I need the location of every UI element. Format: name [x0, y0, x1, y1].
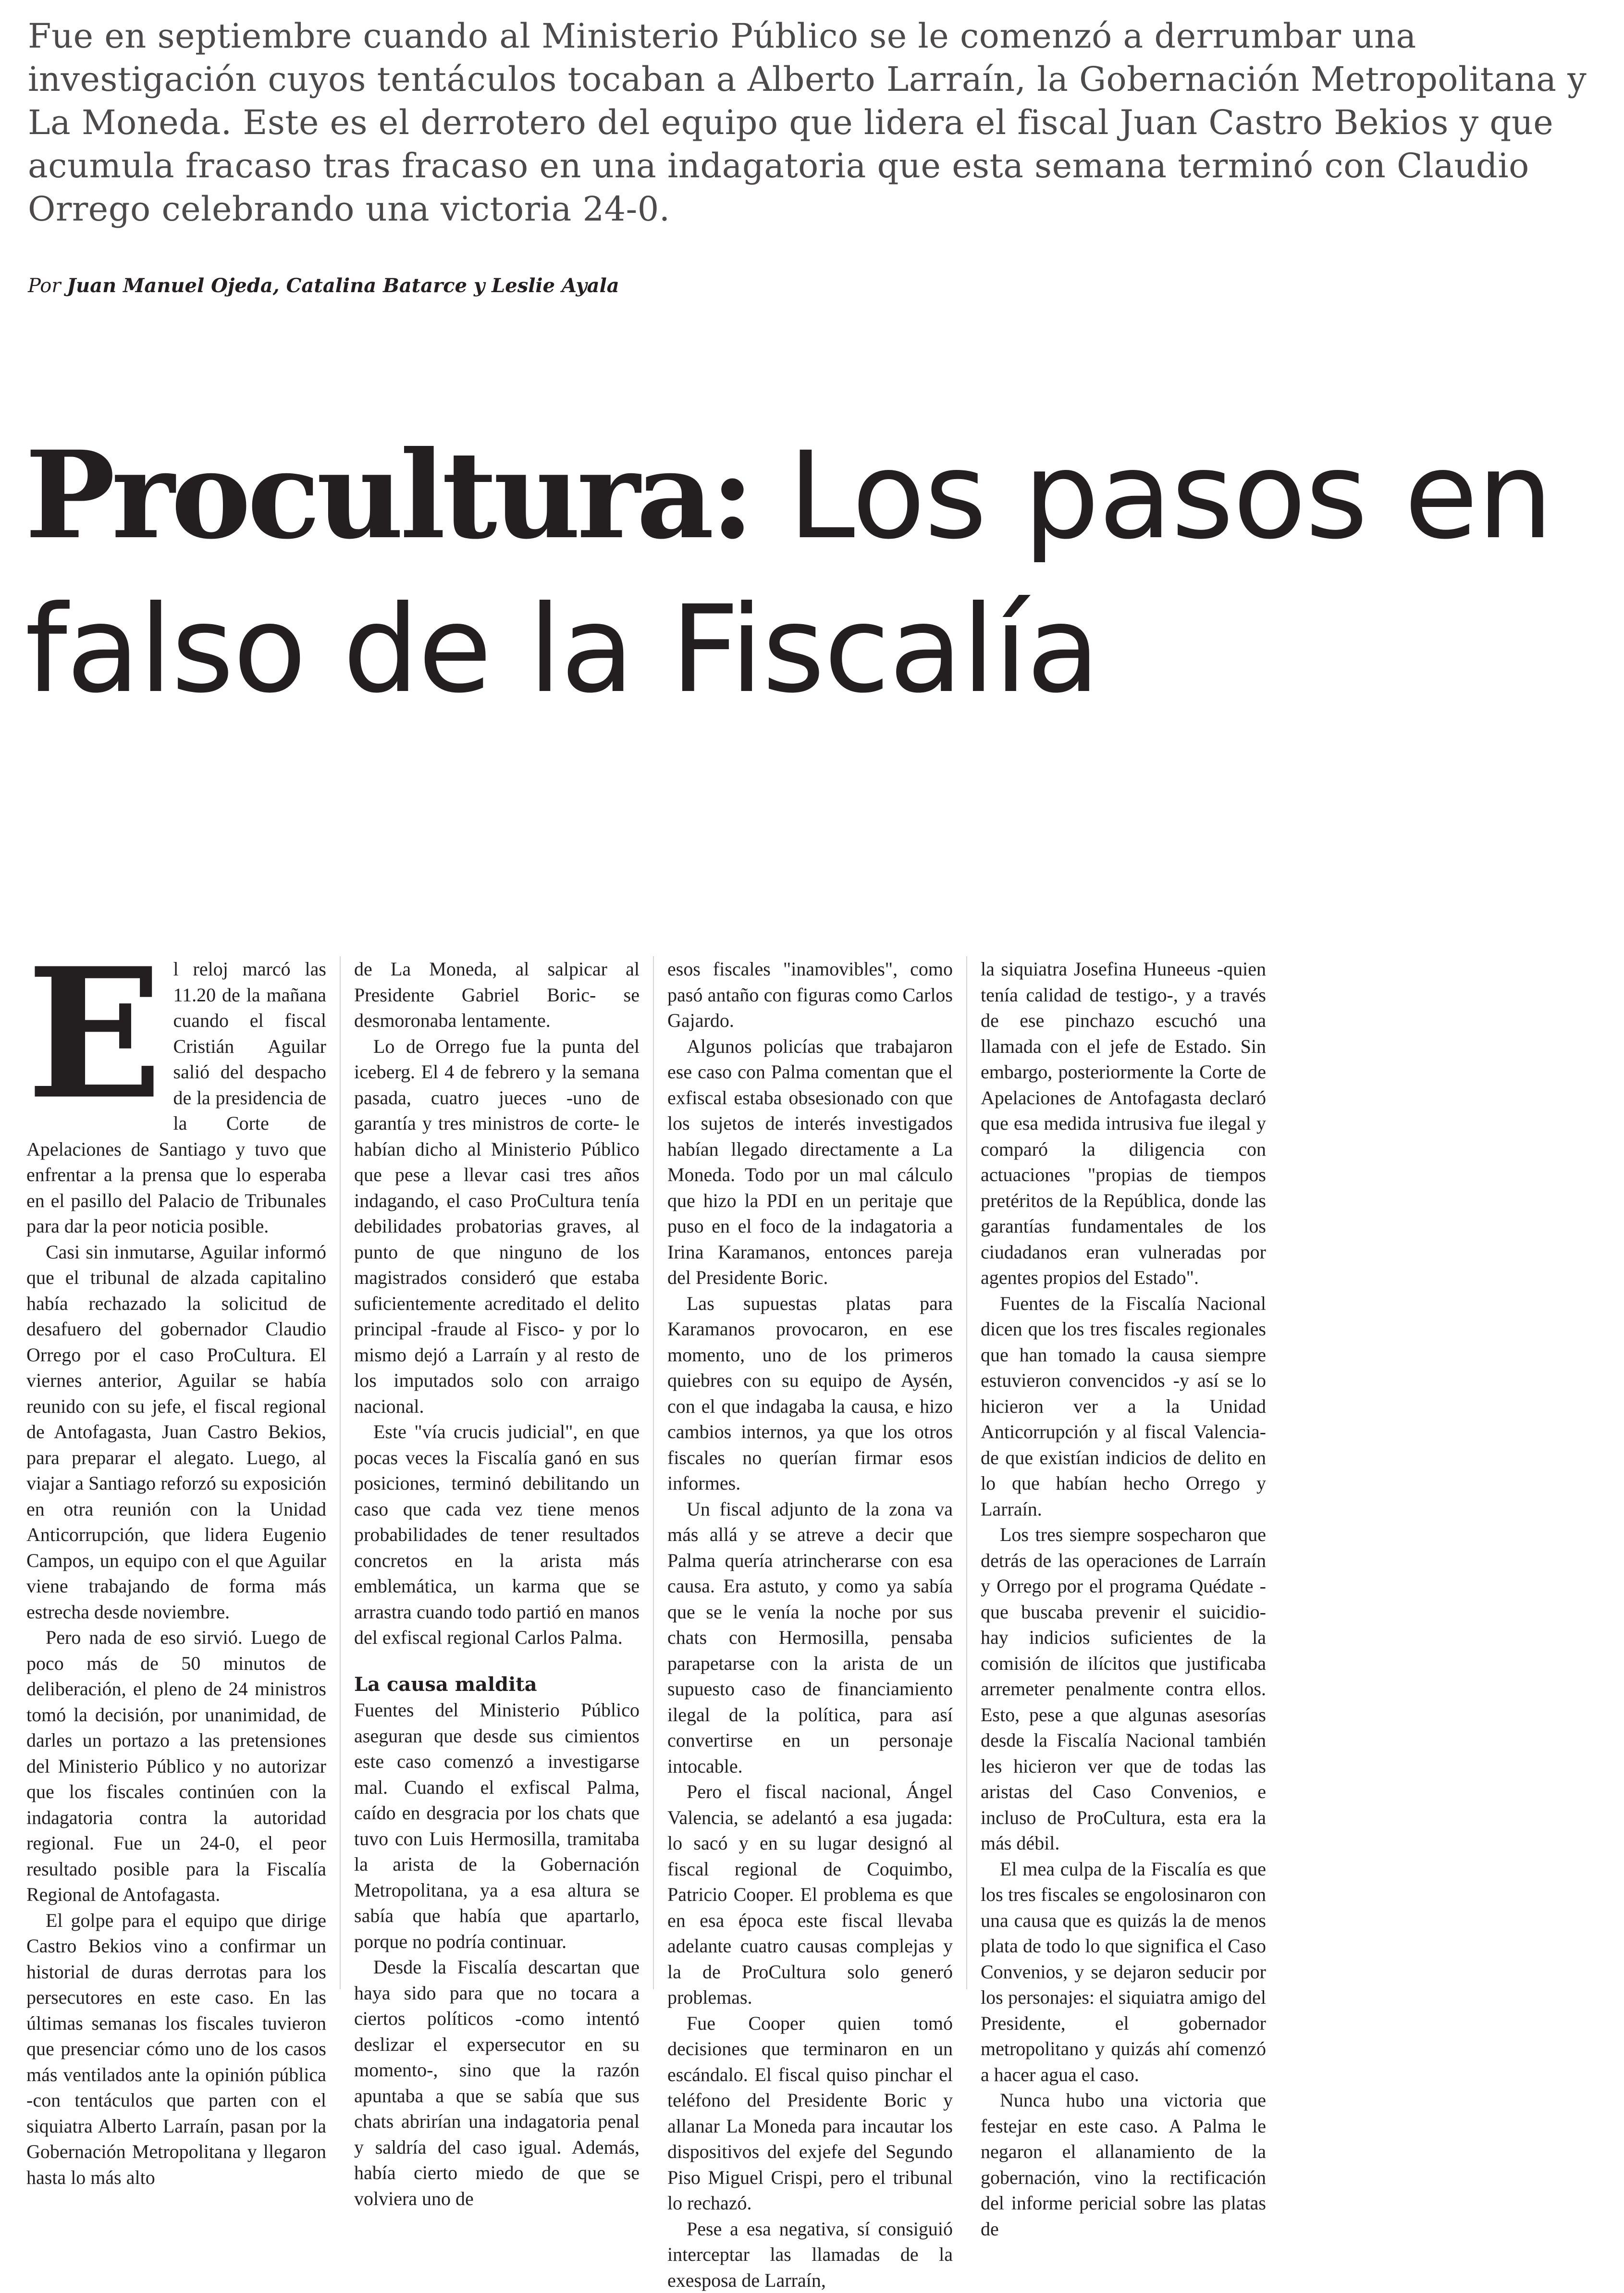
paragraph: Los tres siempre sospecharon que detrás de las operaciones de Larraín y Orrego por el programa Quédate -que buscaba prevenir el suicidio- hay indicios suficientes de la comisión de ilícitos que justificaba arremeter penalmente contra ellos. Esto, pese a que algunas asesorías desde la Fiscalía Nacional también les hicieron ver que de todas las aristas del Caso Convenios, e incluso de ProCultura, esta era la más débil. [981, 1522, 1266, 1856]
article-body [26, 956, 1593, 1989]
paragraph: Un fiscal adjunto de la zona va más allá y se atreve a decir que Palma quería atrincherarse con esa causa. Era astuto, y como ya sabía que se le venía la noche por sus chats con Hermosilla, pensaba parapetarse con la arista de un supuesto caso de financiamiento ilegal de la política, para así convertirse en un personaje intocable. [667, 1496, 953, 1779]
article-headline [25, 418, 1587, 727]
paragraph: Nunca hubo una victoria que festejar en este caso. A Palma le negaron el allanamiento de la gobernación, vino la rectificación del informe pericial sobre las platas de [981, 2087, 1266, 2242]
paragraph: Lo de Orrego fue la punta del iceberg. El 4 de febrero y la semana pasada, cuatro jueces -uno de garantía y tres ministros de corte- le habían dicho al Ministerio Público que pese a llevar casi tres años indagando, el caso ProCultura tenía debilidades probatorias graves, al punto de que ninguno de los magistrados consideró que estaba suficientemente acreditado el delito principal -fraude al Fisco- y por lo mismo dejó a Larraín y al resto de los imputados solo con arraigo nacional. [354, 1034, 640, 1419]
column-2 [340, 956, 653, 1989]
paragraph: Fue Cooper quien tomó decisiones que terminaron en un escándalo. El fiscal quiso pinchar el teléfono del Presidente Boric y allanar La Moneda para incautar los dispositivos del exjefe del Segundo Piso Miguel Crispi, pero el tribunal lo rechazó. [667, 2010, 953, 2216]
paragraph: esos fiscales "inamovibles", como pasó antaño con figuras como Carlos Gajardo. [667, 956, 953, 1034]
paragraph: Este "vía crucis judicial", en que pocas veces la Fiscalía ganó en sus posiciones, terminó debilitando un caso que cada vez tiene menos probabilidades de tener resultados concretos en la arista más emblemática, un karma que se arrastra cuando todo partió en manos del exfiscal regional Carlos Palma. [354, 1419, 640, 1651]
byline [28, 274, 619, 298]
paragraph: Pero el fiscal nacional, Ángel Valencia, se adelantó a esa jugada: lo sacó y en su lugar designó al fiscal regional de Coquimbo, Patricio Cooper. El problema es que en esa época este fiscal llevaba adelante cuatro causas complejas y la de ProCultura solo generó problemas. [667, 1779, 953, 2010]
column-1 [26, 956, 340, 1989]
paragraph: la siquiatra Josefina Huneeus -quien tenía calidad de testigo-, y a través de ese pinchazo escuchó una llamada con el jefe de Estado. Sin embargo, posteriormente la Corte de Apelaciones de Antofagasta declaró que esa medida intrusiva fue ilegal y comparó la diligencia con actuaciones "propias de tiempos pretéritos de la República, donde las garantías fundamentales de los ciudadanos eran vulneradas por agentes propios del Estado". [981, 956, 1266, 1291]
column-3 [653, 956, 966, 1989]
paragraph: Las supuestas platas para Karamanos provocaron, en ese momento, uno de los primeros quiebres con su equipo de Aysén, con el que indagaba la causa, e hizo cambios internos, ya que los otros fiscales no querían firmar esos informes. [667, 1291, 953, 1496]
paragraph: de La Moneda, al salpicar al Presidente Gabriel Boric- se desmoronaba lentamente. [354, 956, 640, 1034]
headline-light: Los pasos en falso de la Fiscalía [25, 426, 1552, 719]
paragraph: l reloj marcó las 11.20 de la mañana cuando el fiscal Cristián Aguilar salió del despacho de la presidencia de la Corte de Apelaciones de Santiago y tuvo que enfrentar a la prensa que lo esperaba en el pasillo del Palacio de Tribunales para dar la peor noticia posible. [26, 956, 326, 1239]
paragraph: Desde la Fiscalía descartan que haya sido para que no tocara a ciertos políticos -como intentó deslizar el expersecutor en su momento-, sino que la razón apuntaba a que se sabía que sus chats abrirían una indagatoria penal y saldría del caso igual. Además, había cierto miedo de que se volviera uno de [354, 1954, 640, 2211]
paragraph: Fuentes del Ministerio Público aseguran que desde sus cimientos este caso comenzó a investigarse mal. Cuando el exfiscal Palma, caído en desgracia por los chats que tuvo con Luis Hermosilla, tramitaba la arista de la Gobernación Metropolitana, ya a esa altura se sabía que había que apartarlo, porque no podría continuar. [354, 1697, 640, 1954]
drop-cap: E [26, 962, 163, 1116]
byline-prefix: Por [28, 275, 67, 297]
paragraph: El mea culpa de la Fiscalía es que los tres fiscales se engolosinaron con una causa que es quizás la de menos plata de todo lo que significa el Caso Convenios, y se dejaron seducir por los personajes: el siquiatra amigo del Presidente, el gobernador metropolitano y quizás ahí comenzó a hacer agua el caso. [981, 1856, 1266, 2088]
section-subhead: La causa maldita [354, 1672, 640, 1698]
paragraph: Casi sin inmutarse, Aguilar informó que el tribunal de alzada capitalino había rechazado la solicitud de desafuero del gobernador Claudio Orrego por el caso ProCultura. El viernes anterior, Aguilar se había reunido con su jefe, el fiscal regional de Antofagasta, Juan Castro Bekios, para preparar el alegato. Luego, al viajar a Santiago reforzó su exposición en otra reunión con la Unidad Anticorrupción, que lidera Eugenio Campos, un equipo con el que Aguilar viene trabajando de forma más estrecha desde noviembre. [26, 1239, 326, 1625]
paragraph: Pese a esa negativa, sí consiguió interceptar las llamadas de la exesposa de Larraín, [667, 2216, 953, 2293]
article-deck: Fue en septiembre cuando al Ministerio Público se le comenzó a derrumbar una investigación cuyos tentáculos tocaban a Alberto Larraín, la Gobernación Metropolitana y La Moneda. Este es el derrotero del equipo que lidera el fiscal Juan Castro Bekios y que acumula fracaso tras fracaso en una indagatoria que esta semana terminó con Claudio Orrego celebrando una victoria 24-0. [28, 14, 1589, 231]
paragraph: El golpe para el equipo que dirige Castro Bekios vino a confirmar un historial de duras derrotas para los persecutores en este caso. En las últimas semanas los fiscales tuvieron que presenciar cómo uno de los casos más ventilados ante la opinión pública -con tentáculos que parten con el siquiatra Alberto Larraín, pasan por la Gobernación Metropolitana y llegaron hasta lo más alto [26, 1908, 326, 2191]
headline-strong: Procultura: [25, 424, 751, 566]
paragraph: Fuentes de la Fiscalía Nacional dicen que los tres fiscales regionales que han tomado la causa siempre estuvieron convencidos -y así se lo hicieron ver a la Unidad Anticorrupción y al fiscal Valencia- de que existían indicios de delito en lo que habían hecho Orrego y Larraín. [981, 1291, 1266, 1522]
byline-authors: Juan Manuel Ojeda, Catalina Batarce y Leslie Ayala [67, 274, 619, 297]
column-4 [966, 956, 1280, 1989]
paragraph: Algunos policías que trabajaron ese caso con Palma comentan que el exfiscal estaba obsesionado con que los sujetos de interés investigados habían llegado directamente a La Moneda. Todo por un mal cálculo que hizo la PDI en un peritaje que puso en el foco de la indagatoria a Irina Karamanos, entonces pareja del Presidente Boric. [667, 1034, 953, 1291]
paragraph: Pero nada de eso sirvió. Luego de poco más de 50 minutos de deliberación, el pleno de 24 ministros tomó la decisión, por unanimidad, de darles un portazo a las pretensiones del Ministerio Público y no autorizar que los fiscales continúen con la indagatoria contra la autoridad regional. Fue un 24-0, el peor resultado posible para la Fiscalía Regional de Antofagasta. [26, 1625, 326, 1908]
